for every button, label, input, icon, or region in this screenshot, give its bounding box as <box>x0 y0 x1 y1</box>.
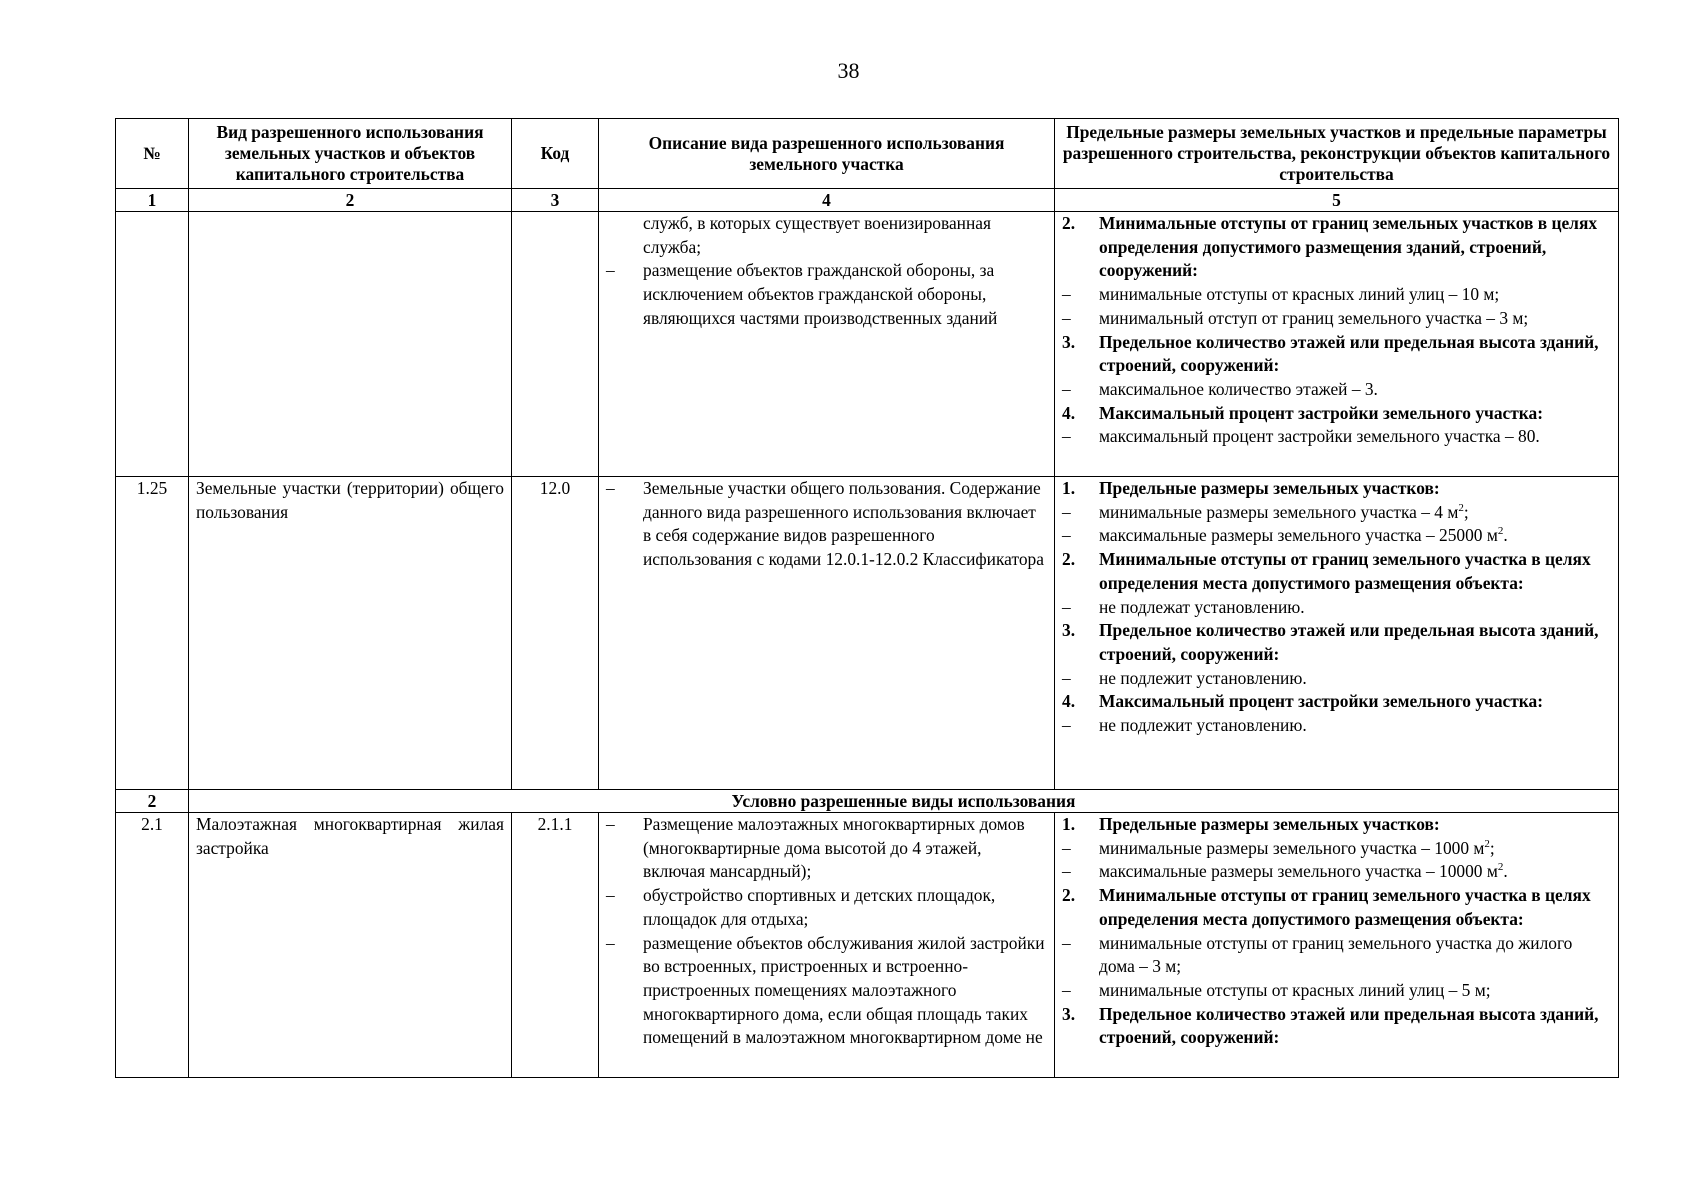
header-description: Описание вида разрешенного использования земельного участка <box>599 119 1055 189</box>
param-item <box>1062 307 1611 331</box>
param-marker: 1. <box>1062 478 1076 498</box>
param-text-main: максимальные размеры земельного участка – 10000 м <box>1099 861 1498 882</box>
param-item <box>1062 884 1611 931</box>
param-item <box>1062 501 1611 525</box>
param-text-end: ; <box>1489 837 1495 858</box>
land-use-table <box>115 118 1619 1078</box>
param-item <box>1062 402 1611 426</box>
param-marker: – <box>1062 979 1071 1000</box>
param-text-main: минимальные размеры земельного участка – 1000 м <box>1099 837 1485 858</box>
param-text: не подлежит установлению. <box>1099 715 1307 736</box>
parameters-cell <box>1055 212 1619 477</box>
dash-marker: – <box>606 478 615 498</box>
param-text: не подлежит установлению. <box>1099 667 1307 688</box>
param-item <box>1062 619 1611 666</box>
param-text-end: . <box>1503 861 1508 882</box>
row-number-cell: 1.25 <box>116 477 189 790</box>
param-marker: – <box>1062 861 1071 882</box>
param-text: Предельное количество этажей или предельная высота зданий, строений, сооружений: <box>1099 331 1599 376</box>
column-number: 3 <box>512 189 599 212</box>
param-item <box>1062 979 1611 1003</box>
description-item <box>606 932 1047 1051</box>
param-item <box>1062 932 1611 979</box>
param-marker: – <box>1062 715 1071 736</box>
param-text: минимальные отступы от красных линий улиц – 5 м; <box>1099 979 1491 1000</box>
param-marker: 4. <box>1062 691 1076 712</box>
param-item <box>1062 860 1611 884</box>
table-row-1-25 <box>116 477 1619 790</box>
param-text <box>1099 860 1611 884</box>
header-code: Код <box>512 119 599 189</box>
description-item-text: Размещение малоэтажных многоквартирных домов (многоквартирные дома высотой до 4 этажей, включая мансардный); <box>643 814 1025 882</box>
param-text: минимальные отступы от границ земельного участка до жилого дома – 3 м; <box>1099 932 1573 977</box>
param-text-main: минимальные размеры земельного участка – 4 м <box>1099 501 1459 522</box>
param-text: Предельные размеры земельных участков: <box>1099 814 1440 834</box>
description-continuation: служб, в которых существует военизированная служба; <box>643 213 991 257</box>
param-text <box>1099 524 1611 548</box>
param-marker: 3. <box>1062 331 1076 352</box>
parameters-cell <box>1055 477 1619 790</box>
param-item <box>1062 378 1611 402</box>
param-marker: – <box>1062 284 1071 305</box>
use-type-cell: Малоэтажная многоквартирная жилая застройка <box>189 813 512 1078</box>
param-marker: – <box>1062 501 1071 522</box>
dash-marker: – <box>606 260 615 281</box>
param-marker: 3. <box>1062 620 1076 641</box>
column-numbers-row <box>116 189 1619 212</box>
section-number: 2 <box>116 790 189 813</box>
use-type-cell: Земельные участки (территории) общего пользования <box>189 477 512 790</box>
param-item <box>1062 283 1611 307</box>
param-item <box>1062 714 1611 738</box>
code-cell <box>512 212 599 477</box>
param-text: Минимальные отступы от границ земельного участка в целях определения места допустимого размещения объекта: <box>1099 549 1591 593</box>
param-marker: – <box>1062 596 1071 617</box>
section-row <box>116 790 1619 813</box>
description-item-text: Земельные участки общего пользования. Содержание данного вида разрешенного использования включает в себя содержание видов разрешенного использования с кодами 12.0.1-12.0.2 Классификатора <box>643 478 1044 570</box>
param-text: не подлежат установлению. <box>1099 596 1305 617</box>
description-item-text: обустройство спортивных и детских площадок, площадок для отдыха; <box>643 885 996 929</box>
description-cell <box>599 477 1055 790</box>
param-text-main: максимальные размеры земельного участка – 25000 м <box>1099 525 1498 546</box>
param-marker: 2. <box>1062 885 1076 906</box>
param-marker: 2. <box>1062 213 1076 233</box>
table-row-2-1 <box>116 813 1619 1078</box>
description-item-text: размещение объектов гражданской обороны, за исключением объектов гражданской обороны, являющихся частями производственных зданий <box>643 260 998 328</box>
column-number: 1 <box>116 189 189 212</box>
param-text: максимальный процент застройки земельного участка – 80. <box>1099 426 1540 447</box>
param-item <box>1062 477 1611 501</box>
param-marker: 4. <box>1062 402 1076 423</box>
param-marker: – <box>1062 667 1071 688</box>
code-cell: 12.0 <box>512 477 599 790</box>
param-marker: – <box>1062 378 1071 399</box>
column-number: 4 <box>599 189 1055 212</box>
param-item <box>1062 690 1611 714</box>
param-marker: 3. <box>1062 1003 1076 1024</box>
header-number: № <box>116 119 189 189</box>
dash-marker: – <box>606 932 615 953</box>
param-text: Предельное количество этажей или предельная высота зданий, строений, сооружений: <box>1099 620 1599 664</box>
description-item <box>606 259 1047 330</box>
section-title: Условно разрешенные виды использования <box>189 790 1619 813</box>
param-marker: – <box>1062 426 1071 447</box>
param-text: Минимальные отступы от границ земельных участков в целях определения допустимого размещения зданий, строений, сооружений: <box>1099 213 1598 281</box>
param-text: Максимальный процент застройки земельного участка: <box>1099 402 1544 423</box>
param-text: максимальное количество этажей – 3. <box>1099 378 1378 399</box>
superscript: 2 <box>1484 837 1490 850</box>
param-text <box>1099 501 1611 525</box>
row-number-cell <box>116 212 189 477</box>
param-item <box>1062 1003 1611 1050</box>
column-number: 2 <box>189 189 512 212</box>
description-item <box>606 813 1047 884</box>
param-marker: – <box>1062 525 1071 546</box>
param-item <box>1062 548 1611 595</box>
param-item <box>1062 331 1611 378</box>
table-header-row <box>116 119 1619 189</box>
param-item <box>1062 425 1611 449</box>
row-number-cell: 2.1 <box>116 813 189 1078</box>
param-item <box>1062 837 1611 861</box>
param-marker: – <box>1062 837 1071 858</box>
superscript: 2 <box>1497 861 1504 874</box>
dash-marker: – <box>606 885 615 906</box>
param-marker: 2. <box>1062 549 1076 570</box>
description-cell <box>599 212 1055 477</box>
header-parameters: Предельные размеры земельных участков и предельные параметры разрешенного строительства, реконструкции объектов капитального строительства <box>1055 119 1619 189</box>
param-text: Минимальные отступы от границ земельного участка в целях определения места допустимого размещения объекта: <box>1099 885 1591 929</box>
superscript: 2 <box>1497 525 1504 538</box>
param-marker: – <box>1062 307 1071 328</box>
parameters-cell <box>1055 813 1619 1078</box>
use-type-cell <box>189 212 512 477</box>
dash-marker: – <box>606 814 615 834</box>
superscript: 2 <box>1458 501 1464 514</box>
param-item <box>1062 212 1611 283</box>
description-item <box>606 884 1047 931</box>
param-text: Максимальный процент застройки земельного участка: <box>1099 691 1544 712</box>
page-number: 38 <box>837 58 860 83</box>
description-item-text: размещение объектов обслуживания жилой застройки во встроенных, пристроенных и встроенно-пристроенных помещениях малоэтажного многоквартирного дома, если общая площадь таких помещений в малоэтажном многоквартирном доме не <box>643 932 1045 1048</box>
description-item <box>606 477 1047 572</box>
param-text <box>1099 837 1611 861</box>
param-text: минимальные отступы от красных линий улиц – 10 м; <box>1099 284 1500 305</box>
param-item <box>1062 524 1611 548</box>
param-text-end: ; <box>1463 501 1469 522</box>
table-row-continuation <box>116 212 1619 477</box>
description-cell <box>599 813 1055 1078</box>
param-marker: 1. <box>1062 814 1076 834</box>
param-item <box>1062 813 1611 837</box>
code-cell: 2.1.1 <box>512 813 599 1078</box>
param-text-end: . <box>1503 525 1508 546</box>
param-marker: – <box>1062 932 1071 953</box>
column-number: 5 <box>1055 189 1619 212</box>
param-text: Предельное количество этажей или предельная высота зданий, строений, сооружений: <box>1099 1003 1599 1048</box>
header-use-type: Вид разрешенного использования земельных участков и объектов капитального строительства <box>189 119 512 189</box>
param-text: минимальный отступ от границ земельного участка – 3 м; <box>1099 307 1529 328</box>
param-text: Предельные размеры земельных участков: <box>1099 478 1440 498</box>
param-item <box>1062 596 1611 620</box>
param-item <box>1062 667 1611 691</box>
